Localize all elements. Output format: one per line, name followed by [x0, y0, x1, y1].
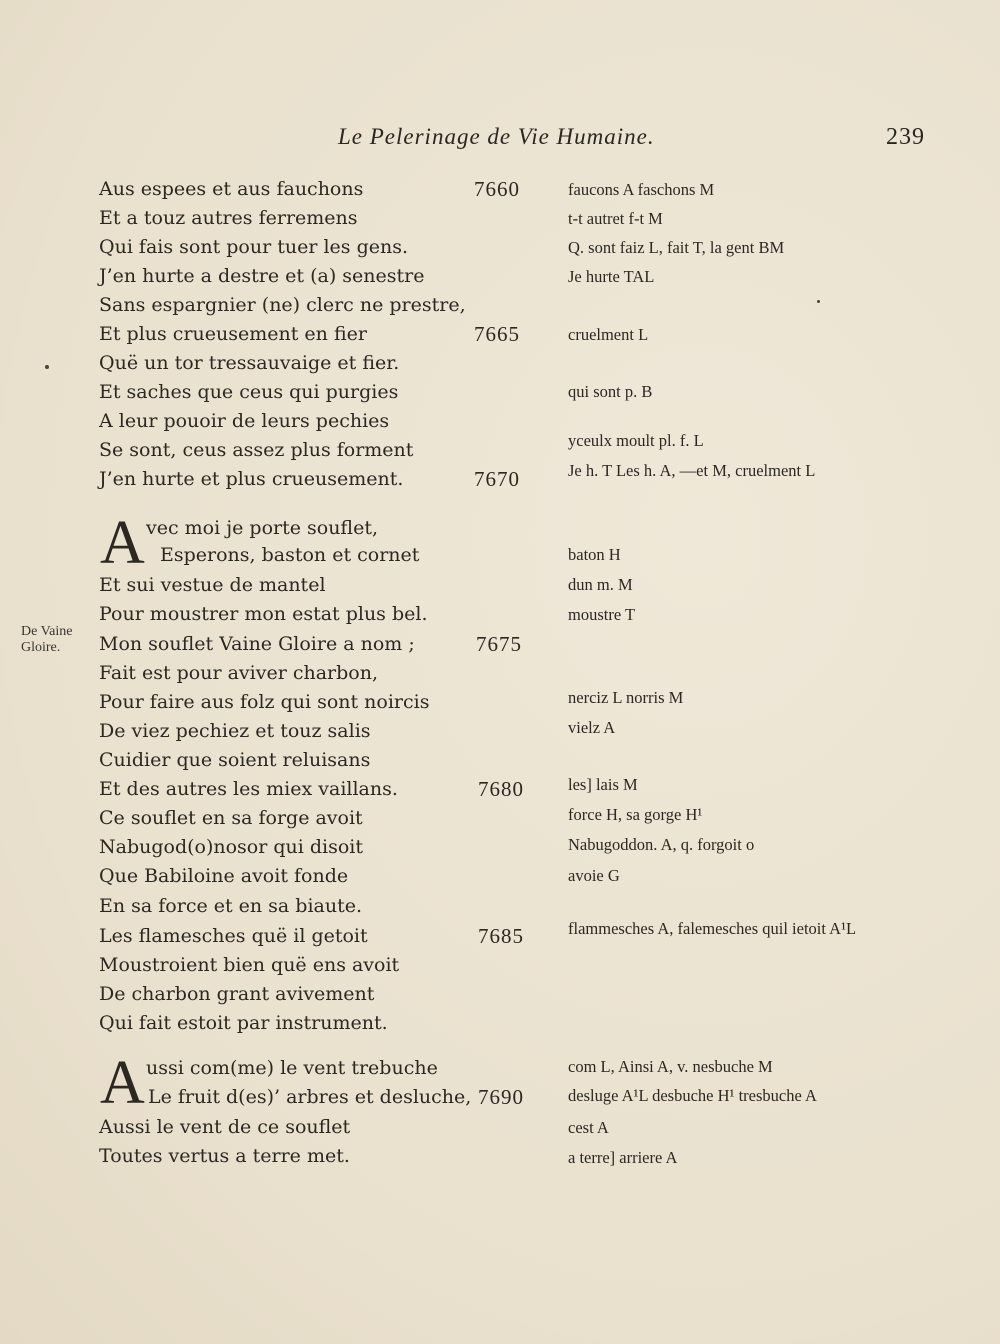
verse-line: Qui fait estoit par instrument.	[99, 1012, 388, 1034]
verse-line: Toutes vertus a terre met.	[99, 1145, 350, 1167]
variant-note: les] lais M	[568, 775, 638, 794]
line-number: 7665	[474, 322, 520, 346]
verse-line: Ce souflet en sa forge avoit	[99, 807, 363, 829]
variant-note: cruelment L	[568, 325, 649, 344]
ink-mark	[45, 365, 49, 369]
verse-line: Aus espees et aus fauchons	[99, 178, 364, 200]
variant-note: avoie G	[568, 866, 620, 885]
variant-note: faucons A faschons M	[568, 180, 715, 199]
margin-note	[21, 624, 85, 656]
variant-note: yceulx moult pl. f. L	[568, 431, 704, 450]
verse-line: Et des autres les miex vaillans.	[99, 778, 398, 800]
drop-capital: A	[100, 1049, 145, 1117]
variant-note: dun m. M	[568, 575, 633, 594]
page-number: 239	[886, 124, 925, 150]
variant-note: com L, Ainsi A, v. nesbuche M	[568, 1057, 773, 1076]
variant-note: cest A	[568, 1118, 609, 1137]
line-number: 7680	[478, 777, 524, 801]
verse-line: A leur pouoir de leurs pechies	[99, 410, 390, 432]
line-number: 7685	[478, 924, 524, 948]
verse-line: En sa force et en sa biaute.	[99, 895, 363, 917]
verse-line: J’en hurte et plus crueusement.	[99, 468, 404, 490]
verse-line: Pour faire aus folz qui sont noircis	[99, 691, 430, 713]
variant-note: baton H	[568, 545, 621, 564]
variant-note: Nabugoddon. A, q. forgoit o	[568, 835, 755, 854]
verse-line: Nabugod(o)nosor qui disoit	[99, 836, 364, 858]
verse-line: Moustroient bien quë ens avoit	[99, 954, 400, 976]
verse-line: De charbon grant avivement	[99, 983, 375, 1005]
variant-note: a terre] arriere A	[568, 1148, 678, 1167]
verse-line: J’en hurte a destre et (a) senestre	[99, 265, 425, 287]
variant-note: Je hurte TAL	[568, 267, 655, 286]
line-number: 7660	[474, 177, 520, 201]
verse-line: Que Babiloine avoit fonde	[99, 865, 349, 887]
verse-line: De viez pechiez et touz salis	[99, 720, 371, 742]
verse-line: Qui fais sont pour tuer les gens.	[99, 236, 409, 258]
drop-capital: A	[100, 509, 145, 577]
variant-note: moustre T	[568, 605, 636, 624]
ink-mark	[817, 300, 820, 303]
variant-note: Q. sont faiz L, fait T, la gent BM	[568, 238, 785, 257]
verse-line: Et sui vestue de mantel	[99, 574, 326, 596]
verse-line: Mon souflet Vaine Gloire a nom ;	[99, 633, 415, 655]
verse-line: Se sont, ceus assez plus forment	[99, 439, 414, 461]
line-number: 7690	[478, 1085, 524, 1109]
margin-note-line: Gloire.	[21, 640, 61, 655]
running-title: Le Pelerinage de Vie Humaine.	[338, 124, 655, 149]
variant-note: Je h. T Les h. A, —et M, cruelment L	[568, 461, 816, 480]
variant-note: vielz A	[568, 718, 616, 737]
verse-line: vec moi je porte souflet,	[146, 517, 379, 539]
line-number: 7675	[476, 632, 522, 656]
verse-line: ussi com(me) le vent trebuche	[146, 1057, 438, 1079]
margin-note-line: De Vaine	[21, 624, 73, 639]
variant-note: flammesches A, falemesches quil ietoit A¹L	[568, 919, 857, 938]
verse-line: Aussi le vent de ce souflet	[99, 1116, 351, 1138]
variant-note: desluge A¹L desbuche H¹ tresbuche A	[568, 1086, 817, 1105]
variant-note: t-t autret f-t M	[568, 209, 663, 228]
line-number: 7670	[474, 467, 520, 491]
variant-note: qui sont p. B	[568, 382, 653, 401]
page-header	[0, 120, 1000, 156]
verse-line: Et a touz autres ferremens	[99, 207, 358, 229]
variant-note: nerciz L norris M	[568, 688, 684, 707]
verse-line: Esperons, baston et cornet	[160, 544, 420, 566]
verse-line: Quë un tor tressauvaige et fier.	[99, 352, 400, 374]
variant-note: force H, sa gorge H¹	[568, 805, 703, 824]
verse-line: Et saches que ceus qui purgies	[99, 381, 399, 403]
verse-line: Cuidier que soient reluisans	[99, 749, 371, 771]
verse-line: Les flamesches quë il getoit	[99, 925, 368, 947]
verse-line: Pour moustrer mon estat plus bel.	[99, 603, 428, 625]
verse-line: Sans espargnier (ne) clerc ne prestre,	[99, 294, 466, 316]
verse-line: Le fruit d(es)’ arbres et desluche,	[148, 1086, 472, 1108]
verse-line: Et plus crueusement en fier	[99, 323, 367, 345]
verse-line: Fait est pour aviver charbon,	[99, 662, 379, 684]
